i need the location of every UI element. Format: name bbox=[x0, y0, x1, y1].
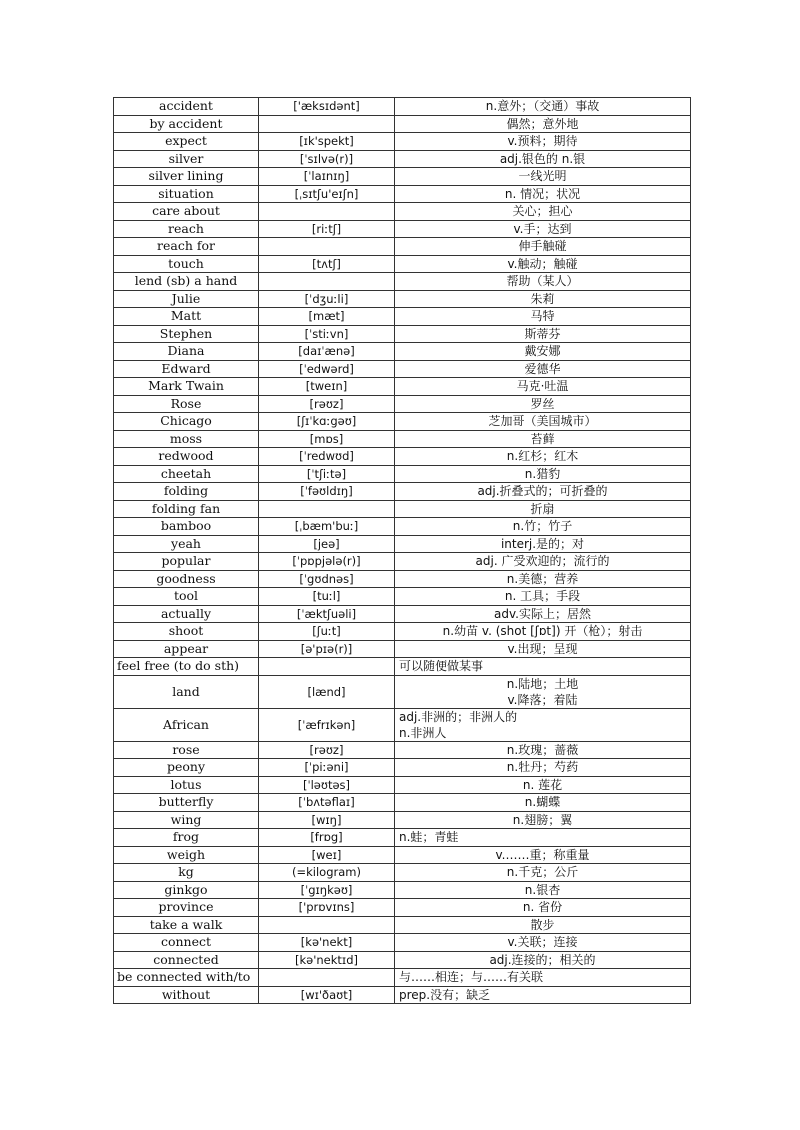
vocab-row bbox=[114, 203, 691, 221]
meaning-line: n.陆地；土地 bbox=[506, 676, 579, 691]
vocab-row bbox=[114, 133, 691, 151]
vocab-row bbox=[114, 535, 691, 553]
meaning-cell: 偶然；意外地 bbox=[395, 115, 691, 133]
meaning-line: n.非洲人 bbox=[399, 725, 447, 740]
meaning-cell: adj.连接的；相关的 bbox=[395, 951, 691, 969]
meaning-cell bbox=[395, 708, 691, 741]
meaning-cell: n. 情况；状况 bbox=[395, 185, 691, 203]
vocab-row bbox=[114, 273, 691, 291]
meaning-cell: n.牡丹；芍药 bbox=[395, 759, 691, 777]
vocab-row bbox=[114, 986, 691, 1004]
meaning-cell: 帮助（某人） bbox=[395, 273, 691, 291]
phonetic-cell: [ˌbæm'buː] bbox=[259, 518, 395, 536]
vocab-row bbox=[114, 98, 691, 116]
meaning-cell bbox=[395, 675, 691, 708]
phonetic-cell bbox=[259, 658, 395, 676]
meaning-cell: 苔藓 bbox=[395, 430, 691, 448]
meaning-cell: n.玫瑰；蔷薇 bbox=[395, 741, 691, 759]
vocab-row bbox=[114, 829, 691, 847]
meaning-cell: 伸手触碰 bbox=[395, 238, 691, 256]
word-cell: ginkgo bbox=[114, 881, 259, 899]
meaning-cell: n.翅膀；翼 bbox=[395, 811, 691, 829]
phonetic-cell bbox=[259, 273, 395, 291]
word-cell: frog bbox=[114, 829, 259, 847]
vocab-row bbox=[114, 794, 691, 812]
phonetic-cell: [ˈredwʊd] bbox=[259, 448, 395, 466]
meaning-cell: v.关联；连接 bbox=[395, 934, 691, 952]
vocab-row bbox=[114, 500, 691, 518]
phonetic-cell: [ˈsɪlvə(r)] bbox=[259, 150, 395, 168]
word-cell: redwood bbox=[114, 448, 259, 466]
word-cell: expect bbox=[114, 133, 259, 151]
vocab-row bbox=[114, 343, 691, 361]
meaning-cell: n.银杏 bbox=[395, 881, 691, 899]
phonetic-cell: [riːtʃ] bbox=[259, 220, 395, 238]
meaning-cell: 与……相连；与……有关联 bbox=[395, 969, 691, 987]
word-cell: Chicago bbox=[114, 413, 259, 431]
meaning-cell: adj.银色的 n.银 bbox=[395, 150, 691, 168]
word-cell: without bbox=[114, 986, 259, 1004]
vocab-row bbox=[114, 430, 691, 448]
phonetic-cell: [mæt] bbox=[259, 308, 395, 326]
meaning-cell: 一线光明 bbox=[395, 168, 691, 186]
meaning-line: v.降落；着陆 bbox=[507, 692, 578, 707]
meaning-cell: n.意外；（交通）事故 bbox=[395, 98, 691, 116]
phonetic-cell: [tʌtʃ] bbox=[259, 255, 395, 273]
vocab-row bbox=[114, 759, 691, 777]
meaning-cell: n.美德；营养 bbox=[395, 570, 691, 588]
word-cell: Mark Twain bbox=[114, 378, 259, 396]
phonetic-cell: [rəʊz] bbox=[259, 395, 395, 413]
word-cell: care about bbox=[114, 203, 259, 221]
vocab-row bbox=[114, 413, 691, 431]
vocab-row bbox=[114, 308, 691, 326]
word-cell: popular bbox=[114, 553, 259, 571]
word-cell: bamboo bbox=[114, 518, 259, 536]
word-cell: reach for bbox=[114, 238, 259, 256]
word-cell: kg bbox=[114, 864, 259, 882]
vocab-row bbox=[114, 916, 691, 934]
word-cell: silver lining bbox=[114, 168, 259, 186]
phonetic-cell: [weɪ] bbox=[259, 846, 395, 864]
word-cell: butterfly bbox=[114, 794, 259, 812]
meaning-cell: prep.没有；缺乏 bbox=[395, 986, 691, 1004]
meaning-cell: 折扇 bbox=[395, 500, 691, 518]
vocab-row bbox=[114, 623, 691, 641]
vocab-row bbox=[114, 220, 691, 238]
vocab-row bbox=[114, 658, 691, 676]
phonetic-cell: [ˈgʊdnəs] bbox=[259, 570, 395, 588]
phonetic-cell: [ˈləʊtəs] bbox=[259, 776, 395, 794]
vocabulary-table-body bbox=[114, 98, 691, 1004]
meaning-cell: 戴安娜 bbox=[395, 343, 691, 361]
vocab-row bbox=[114, 675, 691, 708]
phonetic-cell: [daɪˈænə] bbox=[259, 343, 395, 361]
word-cell: peony bbox=[114, 759, 259, 777]
phonetic-cell: [frɒg] bbox=[259, 829, 395, 847]
vocab-row bbox=[114, 741, 691, 759]
vocab-row bbox=[114, 378, 691, 396]
vocab-row bbox=[114, 570, 691, 588]
meaning-cell: 爱德华 bbox=[395, 360, 691, 378]
phonetic-cell: [ɪk'spekt] bbox=[259, 133, 395, 151]
phonetic-cell: [tuːl] bbox=[259, 588, 395, 606]
meaning-cell: n. 莲花 bbox=[395, 776, 691, 794]
vocab-row bbox=[114, 465, 691, 483]
word-cell: connect bbox=[114, 934, 259, 952]
meaning-line: adj.非洲的；非洲人的 bbox=[399, 709, 518, 724]
word-cell: yeah bbox=[114, 535, 259, 553]
meaning-cell: 芝加哥（美国城市） bbox=[395, 413, 691, 431]
phonetic-cell: [ˈgɪŋkəʊ] bbox=[259, 881, 395, 899]
word-cell: lend (sb) a hand bbox=[114, 273, 259, 291]
meaning-cell: 散步 bbox=[395, 916, 691, 934]
word-cell: goodness bbox=[114, 570, 259, 588]
meaning-cell: n.蝴蝶 bbox=[395, 794, 691, 812]
phonetic-cell: [tweɪn] bbox=[259, 378, 395, 396]
meaning-cell: v.手；达到 bbox=[395, 220, 691, 238]
word-cell: moss bbox=[114, 430, 259, 448]
meaning-cell: v.……重；称重量 bbox=[395, 846, 691, 864]
vocab-row bbox=[114, 969, 691, 987]
vocab-row bbox=[114, 811, 691, 829]
word-cell: wing bbox=[114, 811, 259, 829]
phonetic-cell: [kə'nektɪd] bbox=[259, 951, 395, 969]
phonetic-cell bbox=[259, 115, 395, 133]
phonetic-cell: [ˈlaɪnɪŋ] bbox=[259, 168, 395, 186]
phonetic-cell: [ˈfəʊldɪŋ] bbox=[259, 483, 395, 501]
vocab-row bbox=[114, 640, 691, 658]
phonetic-cell bbox=[259, 969, 395, 987]
word-cell: take a walk bbox=[114, 916, 259, 934]
phonetic-cell: [kə'nekt] bbox=[259, 934, 395, 952]
word-cell: weigh bbox=[114, 846, 259, 864]
phonetic-cell: [ʃuːt] bbox=[259, 623, 395, 641]
word-cell: folding fan bbox=[114, 500, 259, 518]
meaning-cell: 罗丝 bbox=[395, 395, 691, 413]
word-cell: shoot bbox=[114, 623, 259, 641]
phonetic-cell: [ˈæfrɪkən] bbox=[259, 708, 395, 741]
vocab-row bbox=[114, 185, 691, 203]
vocab-row bbox=[114, 115, 691, 133]
vocab-row bbox=[114, 150, 691, 168]
vocab-row bbox=[114, 360, 691, 378]
word-cell: be connected with/to bbox=[114, 969, 259, 987]
word-cell: Edward bbox=[114, 360, 259, 378]
phonetic-cell: [ˈbʌtəflaɪ] bbox=[259, 794, 395, 812]
word-cell: rose bbox=[114, 741, 259, 759]
vocab-row bbox=[114, 881, 691, 899]
word-cell: folding bbox=[114, 483, 259, 501]
meaning-cell: adj. 广受欢迎的；流行的 bbox=[395, 553, 691, 571]
phonetic-cell: ['prɒvɪns] bbox=[259, 899, 395, 917]
word-cell: by accident bbox=[114, 115, 259, 133]
word-cell: touch bbox=[114, 255, 259, 273]
word-cell: Diana bbox=[114, 343, 259, 361]
vocab-row bbox=[114, 605, 691, 623]
vocab-row bbox=[114, 168, 691, 186]
meaning-cell: 关心；担心 bbox=[395, 203, 691, 221]
vocab-row bbox=[114, 846, 691, 864]
vocab-row bbox=[114, 518, 691, 536]
meaning-cell: n.竹；竹子 bbox=[395, 518, 691, 536]
meaning-cell: n.蛙；青蛙 bbox=[395, 829, 691, 847]
vocab-row bbox=[114, 934, 691, 952]
meaning-cell: v.触动；触碰 bbox=[395, 255, 691, 273]
word-cell: actually bbox=[114, 605, 259, 623]
phonetic-cell: [wɪŋ] bbox=[259, 811, 395, 829]
phonetic-cell: [ˈdʒuːli] bbox=[259, 290, 395, 308]
word-cell: situation bbox=[114, 185, 259, 203]
phonetic-cell: [ˈedwərd] bbox=[259, 360, 395, 378]
phonetic-cell: [mɒs] bbox=[259, 430, 395, 448]
vocab-row bbox=[114, 483, 691, 501]
phonetic-cell bbox=[259, 916, 395, 934]
phonetic-cell bbox=[259, 238, 395, 256]
vocab-row bbox=[114, 776, 691, 794]
vocab-row bbox=[114, 951, 691, 969]
word-cell: lotus bbox=[114, 776, 259, 794]
vocab-row bbox=[114, 864, 691, 882]
phonetic-cell bbox=[259, 500, 395, 518]
phonetic-cell: [ˈtʃiːtə] bbox=[259, 465, 395, 483]
phonetic-cell: ['æksɪdənt] bbox=[259, 98, 395, 116]
meaning-cell: 可以随便做某事 bbox=[395, 658, 691, 676]
meaning-cell: adj.折叠式的；可折叠的 bbox=[395, 483, 691, 501]
phonetic-cell: [ʃɪˈkɑːgəʊ] bbox=[259, 413, 395, 431]
meaning-cell: n.红杉；红木 bbox=[395, 448, 691, 466]
word-cell: Rose bbox=[114, 395, 259, 413]
phonetic-cell: [ˈæktʃuəli] bbox=[259, 605, 395, 623]
word-cell: feel free (to do sth) bbox=[114, 658, 259, 676]
vocabulary-table bbox=[113, 97, 691, 1004]
phonetic-cell: (=kilogram) bbox=[259, 864, 395, 882]
phonetic-cell: [ˈpiːəni] bbox=[259, 759, 395, 777]
meaning-cell: n. 省份 bbox=[395, 899, 691, 917]
word-cell: connected bbox=[114, 951, 259, 969]
vocab-row bbox=[114, 395, 691, 413]
meaning-cell: interj.是的；对 bbox=[395, 535, 691, 553]
phonetic-cell: [wɪ'ðaʊt] bbox=[259, 986, 395, 1004]
vocab-row bbox=[114, 290, 691, 308]
phonetic-cell: [ə'pɪə(r)] bbox=[259, 640, 395, 658]
word-cell: Matt bbox=[114, 308, 259, 326]
phonetic-cell: [rəʊz] bbox=[259, 741, 395, 759]
vocab-row bbox=[114, 325, 691, 343]
meaning-cell: 朱莉 bbox=[395, 290, 691, 308]
word-cell: province bbox=[114, 899, 259, 917]
phonetic-cell: [lænd] bbox=[259, 675, 395, 708]
meaning-cell: adv.实际上；居然 bbox=[395, 605, 691, 623]
word-cell: Stephen bbox=[114, 325, 259, 343]
vocab-row bbox=[114, 588, 691, 606]
word-cell: tool bbox=[114, 588, 259, 606]
phonetic-cell bbox=[259, 203, 395, 221]
word-cell: African bbox=[114, 708, 259, 741]
vocab-row bbox=[114, 448, 691, 466]
word-cell: Julie bbox=[114, 290, 259, 308]
meaning-cell: n. 工具；手段 bbox=[395, 588, 691, 606]
vocab-row bbox=[114, 553, 691, 571]
meaning-cell: n.猎豹 bbox=[395, 465, 691, 483]
word-cell: accident bbox=[114, 98, 259, 116]
word-cell: appear bbox=[114, 640, 259, 658]
phonetic-cell: [jeə] bbox=[259, 535, 395, 553]
vocab-row bbox=[114, 238, 691, 256]
meaning-cell: 马克·吐温 bbox=[395, 378, 691, 396]
phonetic-cell: [ˈstiːvn] bbox=[259, 325, 395, 343]
meaning-cell: 马特 bbox=[395, 308, 691, 326]
vocab-row bbox=[114, 899, 691, 917]
word-cell: cheetah bbox=[114, 465, 259, 483]
vocab-row bbox=[114, 708, 691, 741]
word-cell: silver bbox=[114, 150, 259, 168]
meaning-cell: 斯蒂芬 bbox=[395, 325, 691, 343]
meaning-cell: n.千克；公斤 bbox=[395, 864, 691, 882]
vocab-row bbox=[114, 255, 691, 273]
word-cell: land bbox=[114, 675, 259, 708]
phonetic-cell: [ˈpɒpjələ(r)] bbox=[259, 553, 395, 571]
meaning-cell: v.出现；呈现 bbox=[395, 640, 691, 658]
phonetic-cell: [ˌsɪtʃu'eɪʃn] bbox=[259, 185, 395, 203]
meaning-cell: v.预料；期待 bbox=[395, 133, 691, 151]
meaning-cell: n.幼苗 v. (shot [ʃɒt]) 开（枪）；射击 bbox=[395, 623, 691, 641]
word-cell: reach bbox=[114, 220, 259, 238]
